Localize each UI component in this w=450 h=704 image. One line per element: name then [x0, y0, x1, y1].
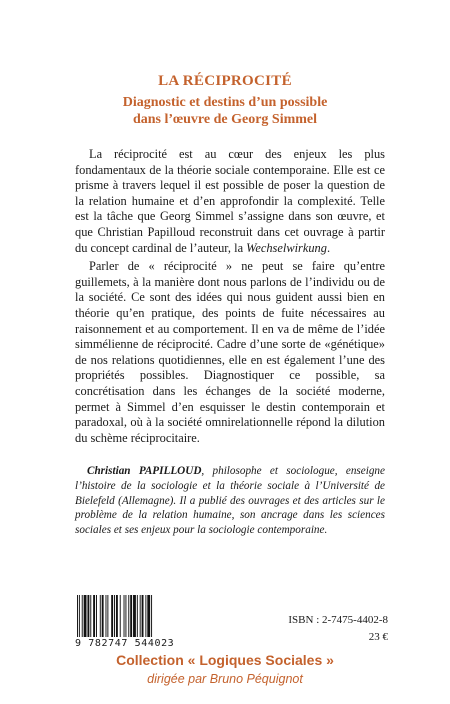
author-bio-text: , philosophe et sociologue, enseigne l’histoire de la sociologie et la théorie sociale à l’Université de Bielefeld (Allemagne). Il a publié des ouvrages et des articles sur le problème de la relation humaine, son ancrage dans les sciences sociales et ses enjeux pour la sociologie contemporaine. [75, 465, 385, 537]
barcode-bar [125, 595, 126, 637]
isbn: ISBN : 2-7475-4402-8 [288, 614, 388, 626]
subtitle-line-2: dans l’œuvre de Georg Simmel [132, 112, 318, 127]
author-bio [75, 464, 385, 538]
barcode-bar [142, 595, 144, 637]
barcode-bar [77, 595, 78, 637]
book-subtitle [40, 94, 410, 128]
collection-name: Collection « Logiques Sociales » [116, 652, 334, 668]
price: 23 € [368, 631, 388, 643]
barcode-bar [130, 595, 132, 637]
blurb-paragraph-1-end: . [326, 240, 331, 255]
barcode-bar [151, 595, 152, 637]
barcode-bar [133, 595, 136, 637]
barcode-bar [84, 595, 87, 637]
barcode-bar [87, 595, 89, 637]
wechselwirkung-term: Wechselwirkung [246, 240, 327, 255]
barcode-bar [82, 595, 83, 637]
barcode [75, 595, 185, 649]
collection-director: dirigée par Bruno Péquignot [147, 672, 303, 686]
barcode-bar [116, 595, 118, 637]
barcode-bar [106, 595, 107, 637]
barcode-bar [137, 595, 138, 637]
subtitle-line-1: Diagnostic et destins d’un possible [122, 95, 328, 110]
barcode-bar [79, 595, 80, 637]
blurb [75, 147, 385, 449]
barcode-bars [75, 595, 185, 637]
barcode-bar [90, 595, 91, 637]
barcode-bar [102, 595, 104, 637]
barcode-digits: 9 782747 544023 [75, 638, 175, 649]
barcode-bar [140, 595, 141, 637]
barcode-bar [145, 595, 146, 637]
barcode-bar [100, 595, 101, 637]
barcode-bar [124, 595, 125, 637]
barcode-bar [114, 595, 115, 637]
author-name: Christian PAPILLOUD [87, 465, 202, 477]
barcode-bar [111, 595, 113, 637]
barcode-bar [107, 595, 108, 637]
barcode-bar [120, 595, 121, 637]
barcode-bar [147, 595, 150, 637]
blurb-paragraph-2: Parler de « réciprocité » ne peut se faire qu’entre guillemets, à la manière dont nous parlons de l’individu ou de la société. Ce sont des idées qui nous guident aussi bien en théorie qu’en pratique, des points de fuite nécessaires au raisonnement et au comportement. Il en va de même de l’idée simmélienne de réciprocité. Cadre d’une sorte de «génétique» de nos relations quotidiennes, elle en est également l’une des propriétés possibles. Diagnostiquer ce possible, sa concrétisation dans les échanges de la société moderne, permet à Simmel d’en esquisser le destin contemporain et paradoxal, où à la société omnirelationnelle répond la dilution du schème réciprocitaire. [75, 259, 385, 445]
barcode-bar [128, 595, 129, 637]
blurb-paragraph-1-text: La réciprocité est au cœur des enjeux les plus fondamentaux de la théorie sociale contemporaine. Elle est ce prisme à travers lequel il est possible de poser la question de la relation humaine et d’en approfondir la complexité. Telle est la tâche que Georg Simmel s’assigne dans son œuvre, et que Christian Papilloud reconstruit dans cet ouvrage à partir du concept cardinal de l’auteur, la [75, 147, 385, 255]
book-title: LA RÉCIPROCITÉ [158, 73, 292, 89]
blurb-paragraph-1 [75, 147, 385, 256]
barcode-bar [96, 595, 97, 637]
barcode-bar [93, 595, 95, 637]
